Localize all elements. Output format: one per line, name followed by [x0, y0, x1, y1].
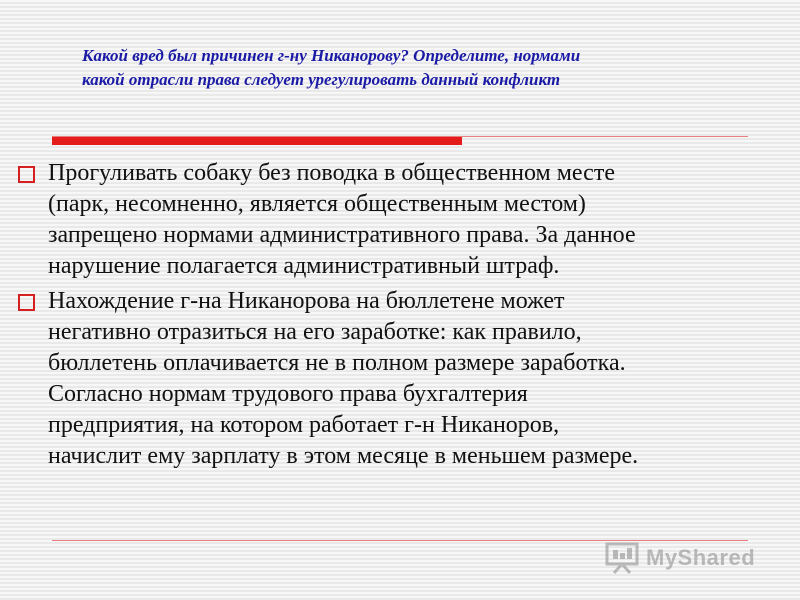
slide-title-line-2: какой отрасли права следует урегулировать данный конфликт — [82, 70, 561, 89]
bullet-item-dog-walking — [18, 158, 798, 282]
bullet-line: предприятия, на котором работает г-н Никаноров, — [48, 412, 560, 438]
bullet-list — [18, 158, 798, 476]
bullet-line: нарушение полагается административный штраф. — [48, 253, 560, 279]
title-divider-thick — [52, 137, 462, 145]
bullet-line: негативно отразиться на его заработке: как правило, — [48, 319, 582, 345]
logo-text: MyShared — [646, 545, 756, 570]
bullet-item-sick-leave — [18, 286, 798, 472]
bullet-text — [48, 286, 798, 472]
square-bullet-icon — [18, 294, 35, 311]
slide-title-line-1: Какой вред был причинен г-ну Никанорову? Определите, нормами — [82, 46, 581, 65]
presentation-board-icon — [604, 541, 640, 575]
bullet-line: Прогуливать собаку без поводка в общественном месте — [48, 160, 615, 186]
bullet-line: (парк, несомненно, является общественным местом) — [48, 191, 586, 217]
bullet-line: бюллетень оплачивается не в полном размере заработка. — [48, 350, 626, 376]
bullet-line: запрещено нормами административного права. За данное — [48, 222, 636, 248]
myshared-logo — [604, 538, 774, 578]
bullet-text — [48, 158, 798, 282]
bullet-line: Согласно нормам трудового права бухгалтерия — [48, 381, 528, 407]
bullet-line: Нахождение г-на Никанорова на бюллетене может — [48, 288, 565, 314]
square-bullet-icon — [18, 166, 35, 183]
slide-title — [82, 44, 782, 92]
bullet-line: начислит ему зарплату в этом месяце в меньшем размере. — [48, 443, 639, 469]
